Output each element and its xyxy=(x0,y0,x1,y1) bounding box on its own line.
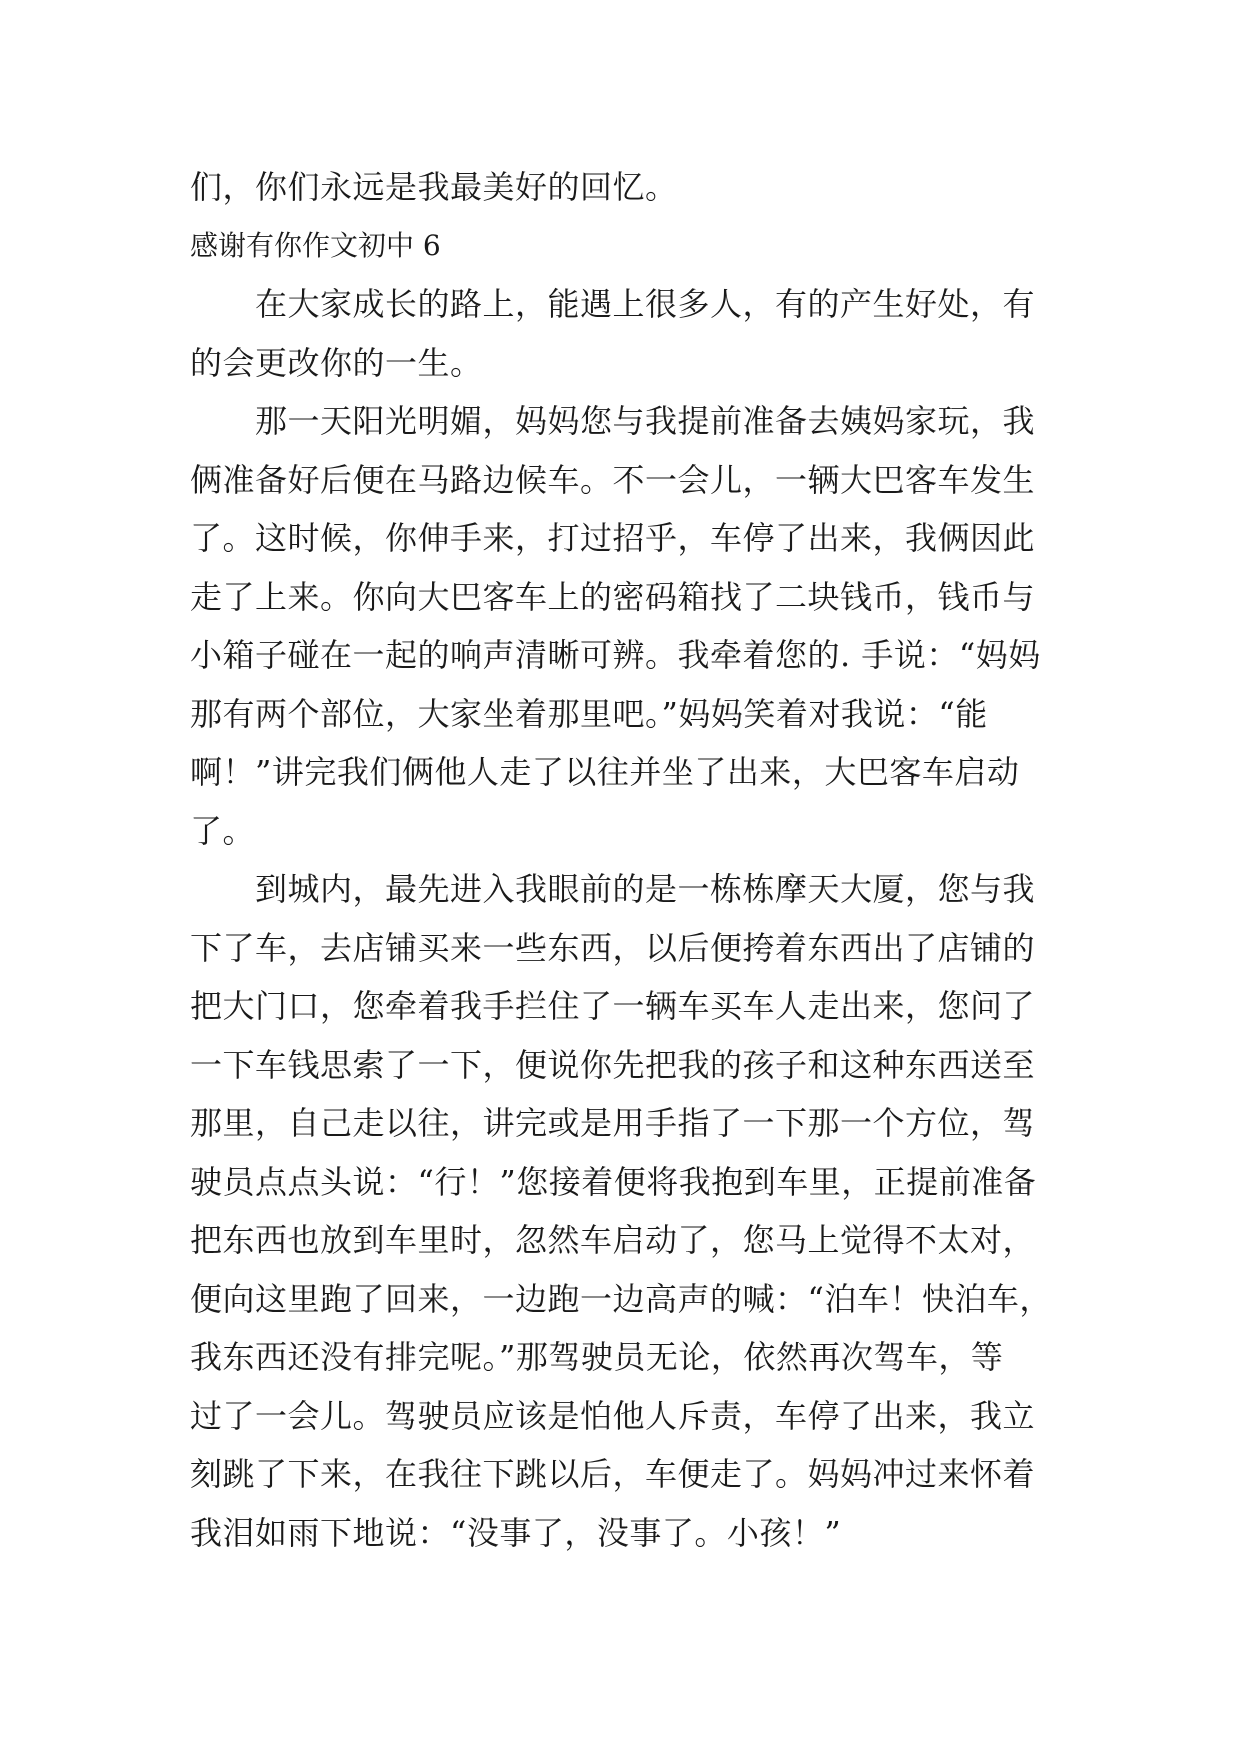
paragraph-line: 我泪如雨下地说：“没事了，没事了。小孩！” xyxy=(190,1513,842,1552)
text-line: 们，你们永远是我最美好的回忆。 xyxy=(190,168,678,206)
paragraph-line: 把东西也放到车里时，忽然车启动了，您马上觉得不太对， xyxy=(190,1221,1036,1259)
paragraph-line: 啊！”讲完我们俩他人走了以往并坐了出来，大巴客车启动 xyxy=(190,753,1020,791)
paragraph-line: 到城内，最先进入我眼前的是一栋栋摩天大厦，您与我 xyxy=(190,870,1036,908)
paragraph-line: 把大门口，您牵着我手拦住了一辆车买车人走出来，您问了 xyxy=(190,987,1036,1025)
paragraph-line: 我东西还没有排完呢。”那驾驶员无论，依然再次驾车，等 xyxy=(190,1338,1004,1376)
paragraph-line: 下了车，去店铺买来一些东西，以后便挎着东西出了店铺的 xyxy=(190,928,1036,967)
paragraph-line: 的会更改你的一生。 xyxy=(190,343,483,382)
paragraph-line: 走了上来。你向大巴客车上的密码箱找了二块钱币，钱币与 xyxy=(190,577,1036,616)
paragraph-line: 小箱子碰在一起的响声清晰可辨。我牵着您的. 手说：“妈妈 xyxy=(190,636,1041,674)
paragraph-line: 刻跳了下来，在我往下跳以后，车便走了。妈妈冲过来怀着 xyxy=(190,1455,1036,1493)
paragraph-line: 便向这里跑了回来，一边跑一边高声的喊：“泊车！快泊车， xyxy=(190,1279,1052,1318)
paragraph-line: 在大家成长的路上，能遇上很多人，有的产生好处，有 xyxy=(190,285,1036,323)
paragraph-line: 那里，自己走以往，讲完或是用手指了一下那一个方位，驾 xyxy=(190,1104,1036,1142)
paragraph-line: 俩准备好后便在马路边候车。不一会儿，一辆大巴客车发生 xyxy=(190,460,1036,499)
paragraph-line: 那一天阳光明媚，妈妈您与我提前准备去姨妈家玩，我 xyxy=(190,402,1036,440)
paragraph-line: 一下车钱思索了一下，便说你先把我的孩子和这种东西送至 xyxy=(190,1045,1036,1084)
paragraph-line: 了。 xyxy=(190,811,256,850)
document-body xyxy=(190,158,1050,1562)
paragraph-line: 那有两个部位，大家坐着那里吧。”妈妈笑着对我说：“能 xyxy=(190,694,988,733)
paragraph-line: 过了一会儿。驾驶员应该是怕他人斥责，车停了出来，我立 xyxy=(190,1396,1036,1435)
section-title: 感谢有你作文初中 6 xyxy=(190,228,441,262)
paragraph-line: 了。这时候，你伸手来，打过招乎，车停了出来，我俩因此 xyxy=(190,519,1036,557)
paragraph-line: 驶员点点头说：“行！”您接着便将我抱到车里，正提前准备 xyxy=(190,1162,1037,1201)
